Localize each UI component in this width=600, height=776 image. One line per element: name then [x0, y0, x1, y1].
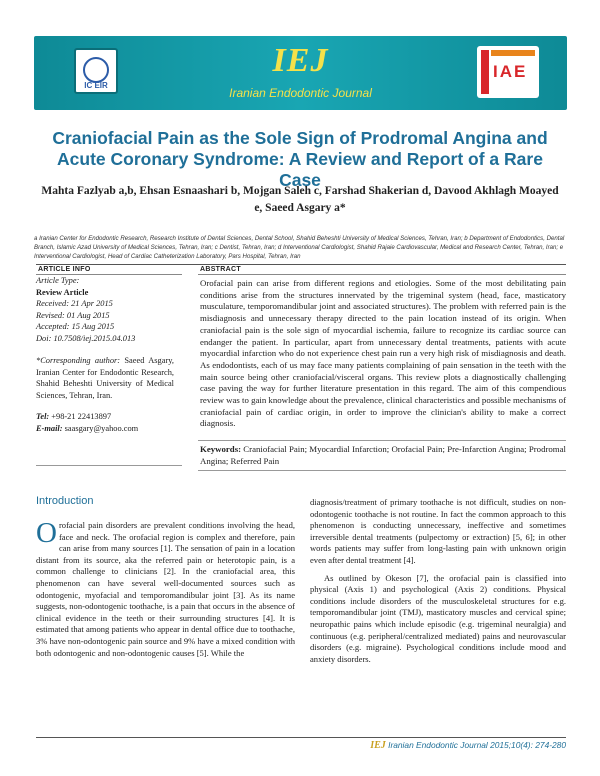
paper-title: Craniofacial Pain as the Sole Sign of Prodromal Angina and Acute Coronary Syndrome: A Review and Report of a Rare Case [52, 128, 548, 190]
drop-cap: O [36, 517, 57, 549]
received-date: Received: 21 Apr 2015 [36, 299, 113, 308]
telephone [36, 411, 174, 423]
accepted-date: Accepted: 15 Aug 2015 [36, 322, 115, 331]
body-column-right [310, 497, 566, 665]
journal-name: Iranian Endodontic Journal [229, 86, 372, 100]
paragraph: As outlined by Okeson [7], the orofacial pain is classified into physical (Axis 1) and psychological (Axis 2) conditions. Physical conditions include disorders of the musculoskeletal structures for e.g. temporomandibular joint (TMJ), masticatory muscles and cervical spine; neuropathic pains which include episodic (e.g. trigeminal neuralgia) and continuous (e.g. peripheral/centralized mediated) pains and neurovascular disorders (e.g. migraine). Psychological conditions include mood and anxiety disorders. [310, 572, 566, 664]
journal-banner [34, 36, 567, 110]
keywords-label: Keywords: [200, 444, 242, 454]
iae-logo-text: IAE [493, 62, 528, 81]
keywords-list: Craniofacial Pain; Myocardial Infarction; Orofacial Pain; Pre-Infarction Angina; Prodromal Angina; Referred Pain [200, 444, 566, 466]
divider [36, 264, 566, 265]
article-info-label: ARTICLE INFO [38, 266, 91, 273]
journal-brand: IEJ [272, 42, 329, 79]
footer-mark: IEJ [370, 740, 386, 751]
article-info [36, 275, 174, 434]
revised-date: Revised: 01 Aug 2015 [36, 310, 110, 320]
corr-label: *Corresponding author: [36, 356, 121, 365]
paragraph: diagnosis/treatment of primary toothache is not difficult, studies on non-odontogenic toothache is not routine. In fact the common approach to this phenomenon is conducting unnecessary, ineffective and sometimes irreversible dental treatments (pulpectomy or extraction) [5, 6]; in other words patients may suffer from long-lasting pain with unknown origin even after dental treatment [4]. [310, 497, 566, 565]
corresponding-author [36, 355, 174, 401]
divider [198, 274, 566, 275]
article-type: Review Article [36, 287, 89, 297]
email-label: E-mail: [36, 423, 63, 433]
logo-left-text: IC EIR [84, 81, 108, 90]
tel-label: Tel: [36, 412, 50, 421]
page-footer [370, 740, 566, 751]
footer-citation: Iranian Endodontic Journal 2015;10(4): 274-280 [388, 740, 566, 750]
divider [198, 470, 566, 471]
paragraph: Orofacial pain disorders are prevalent conditions involving the head, face and neck. The orofacial region is complex and therefore, pain can arise from many sources [1]. The sensation of pain in a location distant from its source, aka the referred pain or heterotopic pain, is a common challenge to clinicians [2]. In the craniofacial area, this phenomenon can have several well-documented sources such as odontogenic, myofacial and temporomandibular joint [3]. As its name suggests, non-odontogenic toothache, is a pain that occurs in the absence of clinical evidence in the teeth or their surrounding structures [4]. It is estimated that among patients who appear in dental office due to toothache, 3% have non-odontogenic pain source and 9% have a mixed condition with both odontogenic and non-odontogenic causes [5]. While the [36, 517, 295, 658]
corr-text: Saeed Asgary, Iranian Center for Endodontic Research, Shahid Beheshti University of Medical Sciences, Tehran, Iran. [36, 356, 174, 400]
email [36, 423, 174, 435]
divider [36, 465, 182, 466]
footer-divider [36, 737, 566, 738]
tel-value: +98-21 22413897 [51, 412, 112, 421]
author-list: Mahta Fazlyab a,b, Ehsan Esnaashari b, Mojgan Saleh c, Farshad Shakerian d, Davood Akhlagh Moayed e, Saeed Asgary a* [41, 185, 559, 214]
affiliations: a Iranian Center for Endodontic Research, Research Institute of Dental Sciences, Dental School, Shahid Beheshti University of Medical Sciences, Tehran, Iran; b Department of Endodontics, Dental Branch, Islamic Azad University of Medical Sciences, Tehran, Iran; c Dentist, Tehran, Iran; d Interventional Cardiologist, Shahid Rajaie Cardiovascular, Medical and Research Center, Tehran, Iran; e Interventional Cardiologist, Head of Cardiac Catheterization Laboratory, Pars Hospital, Tehran, Iran [34, 235, 565, 260]
keywords [200, 444, 566, 467]
abstract-label: ABSTRACT [200, 266, 241, 273]
iae-logo [477, 46, 539, 98]
section-heading-introduction: Introduction [36, 495, 94, 507]
abstract-text: Orofacial pain can arise from different regions and etiologies. Some of the most debilitating pain conditions arise from the structures innervated by the trigeminal system (head, face, masticatory musculature, temporomandibular joint and associated structures). The problem with referred pain is the misdiagnosis and unnecessary therapy directed to the pain location instead of its origin. When craniofacial pain is the sole sign of myocardial ischemia, failure to recognize its cardiac source can endanger the patient. In particular, apart from unnecessary dental treatments, patients with acute myocardial infarction who do not experience chest pain run a very high risk of misdiagnosis and death. As endodontists, each of us may face many patients complaining of pain sensation in the teeth with the main source being other craniofacial/visceral organs. This review plots a diagnostically challenging case paving the way for further literature presentation in this regard. The aim of this compendious review was to gain knowledge about the prevalence, clinical characteristics and possible mechanisms of craniofacial pain of cardiac origin, in order to improve the clinician's ability to make a correct diagnosis. [200, 278, 566, 429]
divider [198, 440, 566, 441]
body-column-left [36, 517, 295, 659]
article-type-label: Article Type: [36, 276, 80, 285]
doi: Doi: 10.7508/iej.2015.04.013 [36, 333, 136, 343]
email-link[interactable]: saasgary@yahoo.com [64, 423, 139, 433]
